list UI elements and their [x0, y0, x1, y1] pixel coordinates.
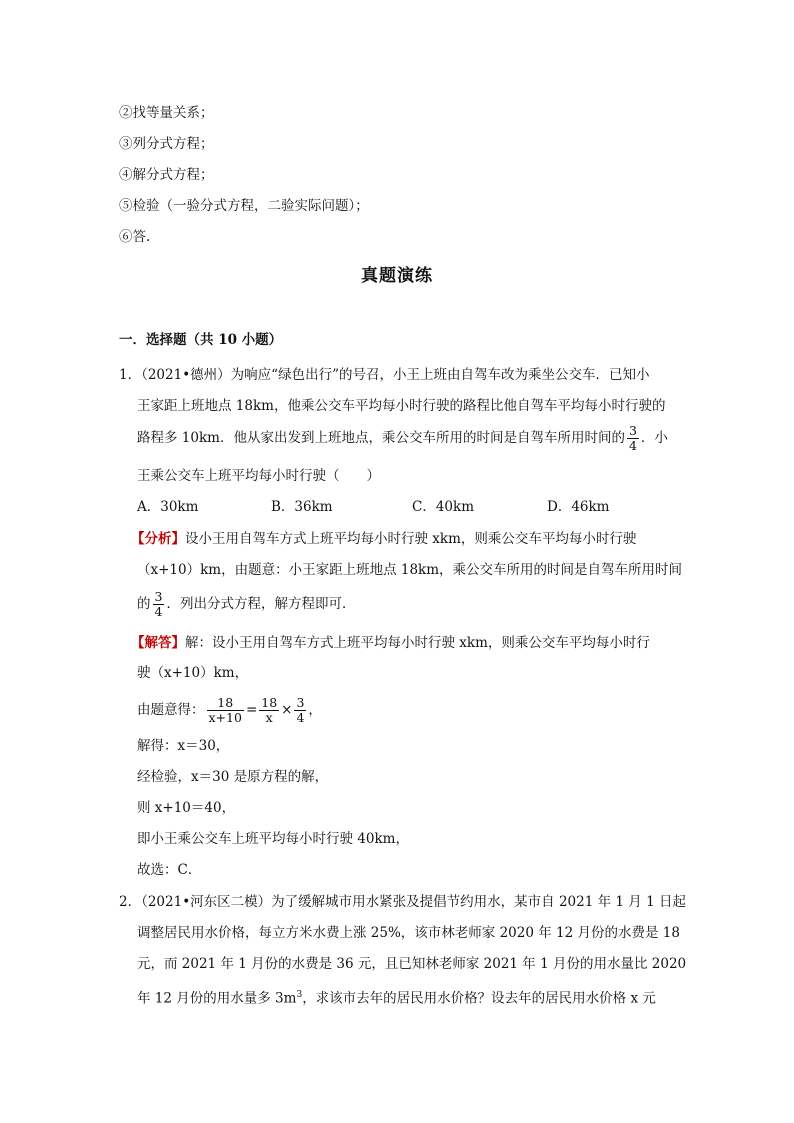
fraction-denominator: x [265, 710, 273, 725]
fraction [259, 696, 279, 725]
fraction-numerator: 3 [154, 589, 163, 604]
question-number: 2． [119, 894, 142, 910]
question-2-line-4 [137, 985, 656, 1009]
fraction [153, 590, 165, 619]
fraction-denominator: 4 [154, 604, 163, 619]
question-1-line-2: 王家距上班地点 18km，他乘公交车平均每小时行驶的路程比他自驾车平均每小时行驶的 [137, 398, 666, 414]
solution-line-2: 经检验，x＝30 是原方程的解， [137, 769, 329, 785]
analysis-text: 设小王用自驾车方式上班平均每小时行驶 xkm，则乘公交车平均每小时行驶 [185, 531, 637, 547]
question-number: 1． [119, 367, 142, 383]
analysis-line-2: （x+10）km，由题意：小王家距上班地点 18km，乘公交车所用的时间是自驾车所用时间 [137, 562, 683, 578]
section-title: 真题演练 [361, 266, 433, 286]
answer-line-1 [131, 633, 650, 653]
analysis-text: 的 [137, 596, 151, 612]
solution-line-3: 则 x+10＝40， [137, 800, 236, 816]
fraction-denominator: 4 [628, 438, 637, 453]
fraction [294, 696, 306, 725]
question-2-line-3: 元，而 2021 年 1 月份的水费是 36 元，且已知林老师家 2021 年 1 月份的用水量比 2020 [137, 956, 687, 972]
question-text: ．小 [640, 430, 668, 446]
step-4: ④解分式方程； [119, 167, 214, 183]
fraction-numerator: 18 [261, 695, 278, 710]
option-c: C．40km [412, 499, 474, 515]
step-5: ⑤检验（一验分式方程，二验实际问题）； [119, 198, 369, 214]
answer-tag: 【解答】 [131, 635, 185, 651]
step-6: ⑥答. [119, 229, 151, 245]
answer-line-2: 驶（x+10）km， [137, 665, 249, 681]
step-2: ②找等量关系； [119, 105, 214, 121]
times-sign: × [281, 702, 293, 718]
question-text: ，求该市去年的居民用水价格？设去年的居民用水价格 x 元 [302, 990, 656, 1007]
fraction-denominator: x+10 [208, 710, 242, 725]
question-1-line-1 [119, 365, 649, 385]
solution-line-1: 解得：x＝30， [137, 738, 230, 754]
fraction-numerator: 3 [296, 695, 305, 710]
fraction [627, 424, 639, 453]
question-1-line-3 [137, 424, 668, 453]
analysis-line-1 [131, 529, 636, 549]
answer-text: 解：设小王用自驾车方式上班平均每小时行驶 xkm，则乘公交车平均每小时行 [185, 635, 650, 651]
fraction-denominator: 4 [296, 710, 305, 725]
fraction [207, 696, 244, 725]
question-1-line-4: 王乘公交车上班平均每小时行驶（ ） [137, 468, 380, 484]
option-d: D．46km [547, 499, 610, 515]
solution-line-5: 故选：C． [137, 862, 202, 878]
analysis-text: ．列出分式方程，解方程即可． [166, 596, 356, 612]
option-a: A．30km [137, 499, 199, 515]
equals-sign: = [245, 702, 258, 718]
equation-suffix: ， [308, 702, 322, 718]
step-3: ③列分式方程； [119, 136, 214, 152]
question-2-line-2: 调整居民用水价格，每立方米水费上涨 25%，该市林老师家 2020 年 12 月份的水费是 18 [137, 925, 680, 941]
question-text: （2021•德州）为响应“绿色出行”的号召，小王上班由自驾车改为乘坐公交车．已知小 [141, 367, 650, 383]
option-b: B．36km [271, 499, 333, 515]
equation-prefix: 由题意得： [137, 702, 205, 718]
question-text: 年 12 月份的用水量多 3m [137, 990, 297, 1007]
superscript: 3 [296, 990, 303, 1000]
part-heading: 一．选择题（共 10 小题） [119, 332, 283, 348]
analysis-line-3 [137, 590, 355, 619]
solution-line-4: 即小王乘公交车上班平均每小时行驶 40km， [137, 831, 409, 847]
question-text: （2021•河东区二模）为了缓解城市用水紧张及提倡节约用水，某市自 2021 年 1 月 1 日起 [141, 894, 686, 910]
fraction-numerator: 3 [628, 423, 637, 438]
question-text: 路程多 10km．他从家出发到上班地点，乘公交车所用的时间是自驾车所用时间的 [137, 430, 625, 446]
analysis-tag: 【分析】 [131, 531, 185, 547]
question-2-line-1 [119, 892, 686, 912]
fraction-numerator: 18 [207, 696, 244, 711]
equation [137, 696, 322, 725]
